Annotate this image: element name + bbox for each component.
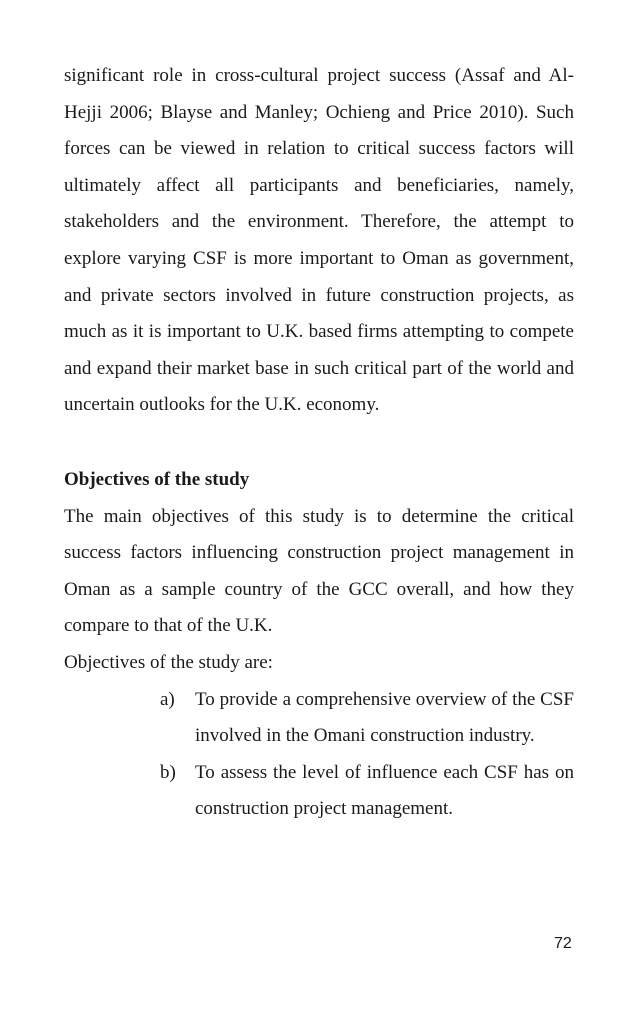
objectives-list-intro: Objectives of the study are: bbox=[64, 651, 273, 673]
page-number: 72 bbox=[554, 935, 572, 952]
objective-item-a bbox=[64, 682, 574, 755]
objectives-list bbox=[64, 682, 574, 828]
intro-paragraph: significant role in cross-cultural project success (Assaf and Al-Hejji 2006; Blayse and Manley; Ochieng and Price 2010). Such forces can be viewed in relation to critical success factors will ultimately affect all participants and beneficiaries, namely, stakeholders and the environment. Therefore, the attempt to explore varying CSF is more important to Oman as government, and private sectors involved in future construction projects, as much as it is important to U.K. based firms attempting to compete and expand their market base in such critical part of the world and uncertain outlooks for the U.K. economy. bbox=[64, 65, 574, 416]
objectives-paragraph: The main objectives of this study is to determine the critical success factors influencing construction project management in Oman as a sample country of the GCC overall, and how they compare to that of the U.K. bbox=[64, 505, 574, 637]
list-marker: a) bbox=[160, 688, 175, 710]
document-page bbox=[64, 58, 574, 828]
objective-item-b bbox=[64, 755, 574, 828]
section-heading: Objectives of the study bbox=[64, 468, 250, 490]
list-marker: b) bbox=[160, 761, 176, 783]
list-item-text: To provide a comprehensive overview of the CSF involved in the Omani construction industry. bbox=[195, 688, 574, 747]
list-item-text: To assess the level of influence each CSF has on construction project management. bbox=[195, 761, 574, 820]
